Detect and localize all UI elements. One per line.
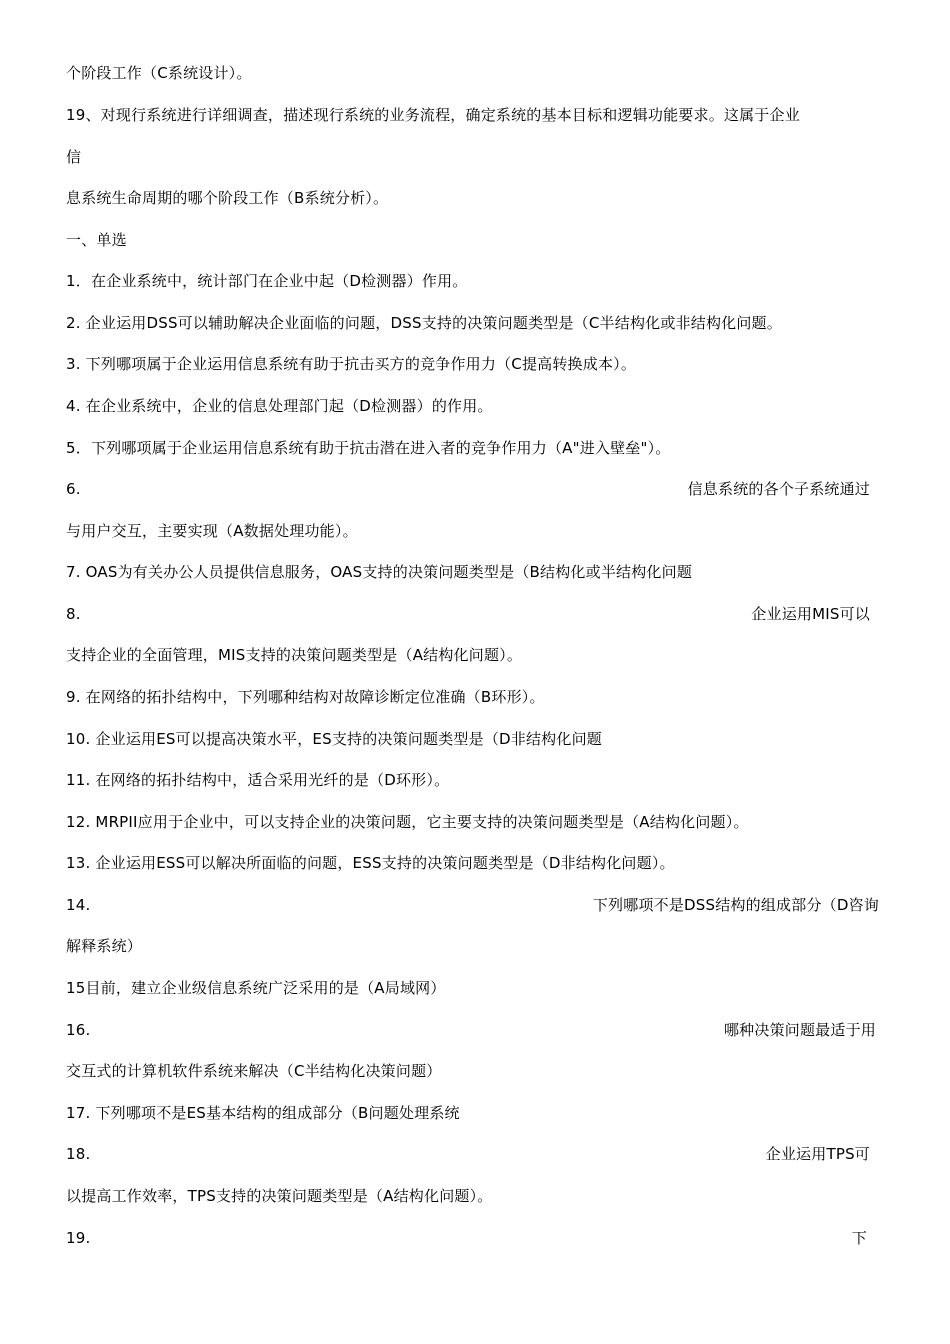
question-text: 哪种决策问题最适于用 [723, 1021, 876, 1039]
text-line: 19、对现行系统进行详细调查，描述现行系统的业务流程，确定系统的基本目标和逻辑功能要求。这属于企业 [66, 106, 800, 124]
question-item: 5．下列哪项属于企业运用信息系统有助于抗击潜在进入者的竞争作用力（A"进入壁垒"）。 [66, 439, 671, 457]
question-item-split [66, 1020, 876, 1040]
text-line: 以提高工作效率，TPS支持的决策问题类型是（A结构化问题）。 [66, 1187, 493, 1205]
question-text: 下 [851, 1229, 867, 1247]
question-item: 7. OAS为有关办公人员提供信息服务，OAS支持的决策问题类型是（B结构化或半结构化问题 [66, 563, 693, 581]
question-item: 11. 在网络的拓扑结构中，适合采用光纤的是（D环形）。 [66, 771, 450, 789]
question-number: 16. [66, 1021, 91, 1039]
question-item: 17. 下列哪项不是ES基本结构的组成部分（B问题处理系统 [66, 1104, 460, 1122]
question-number: 18. [66, 1145, 91, 1163]
text-line: 息系统生命周期的哪个阶段工作（B系统分析）。 [66, 189, 389, 207]
question-number: 8. [66, 605, 81, 623]
question-text: 信息系统的各个子系统通过 [687, 480, 870, 498]
question-item: 9. 在网络的拓扑结构中，下列哪种结构对故障诊断定位准确（B环形）。 [66, 688, 545, 706]
question-item-split [66, 895, 879, 915]
question-item-split [66, 1228, 867, 1248]
question-number: 14. [66, 896, 91, 914]
question-item: 3. 下列哪项属于企业运用信息系统有助于抗击买方的竞争作用力（C提高转换成本）。 [66, 355, 637, 373]
text-line: 与用户交互，主要实现（A数据处理功能）。 [66, 522, 358, 540]
section-heading: 一、单选 [66, 231, 127, 249]
question-item: 12. MRPII应用于企业中，可以支持企业的决策问题，它主要支持的决策问题类型是（A结构化问题）。 [66, 813, 749, 831]
question-item: 1．在企业系统中，统计部门在企业中起（D检测器）作用。 [66, 272, 468, 290]
question-text: 企业运用MIS可以 [751, 605, 870, 623]
question-item: 4. 在企业系统中，企业的信息处理部门起（D检测器）的作用。 [66, 397, 493, 415]
question-item: 13. 企业运用ESS可以解决所面临的问题，ESS支持的决策问题类型是（D非结构化问题）。 [66, 854, 675, 872]
question-item-split [66, 1144, 870, 1164]
question-item-split [66, 604, 870, 624]
question-item-split [66, 479, 870, 499]
question-item: 2. 企业运用DSS可以辅助解决企业面临的问题，DSS支持的决策问题类型是（C半结构化或非结构化问题。 [66, 314, 782, 332]
text-line: 交互式的计算机软件系统来解决（C半结构化决策问题） [66, 1062, 442, 1080]
text-line: 支持企业的全面管理，MIS支持的决策问题类型是（A结构化问题）。 [66, 646, 523, 664]
question-text: 下列哪项不是DSS结构的组成部分（D咨询 [592, 896, 879, 914]
question-item: 10. 企业运用ES可以提高决策水平，ES支持的决策问题类型是（D非结构化问题 [66, 730, 602, 748]
question-number: 19. [66, 1229, 91, 1247]
question-number: 6. [66, 480, 81, 498]
question-text: 企业运用TPS可 [765, 1145, 870, 1163]
text-line: 个阶段工作（C系统设计）。 [66, 64, 252, 82]
text-line: 信 [66, 148, 82, 166]
question-item: 15目前，建立企业级信息系统广泛采用的是（A局域网） [66, 979, 446, 997]
text-line: 解释系统） [66, 937, 143, 955]
